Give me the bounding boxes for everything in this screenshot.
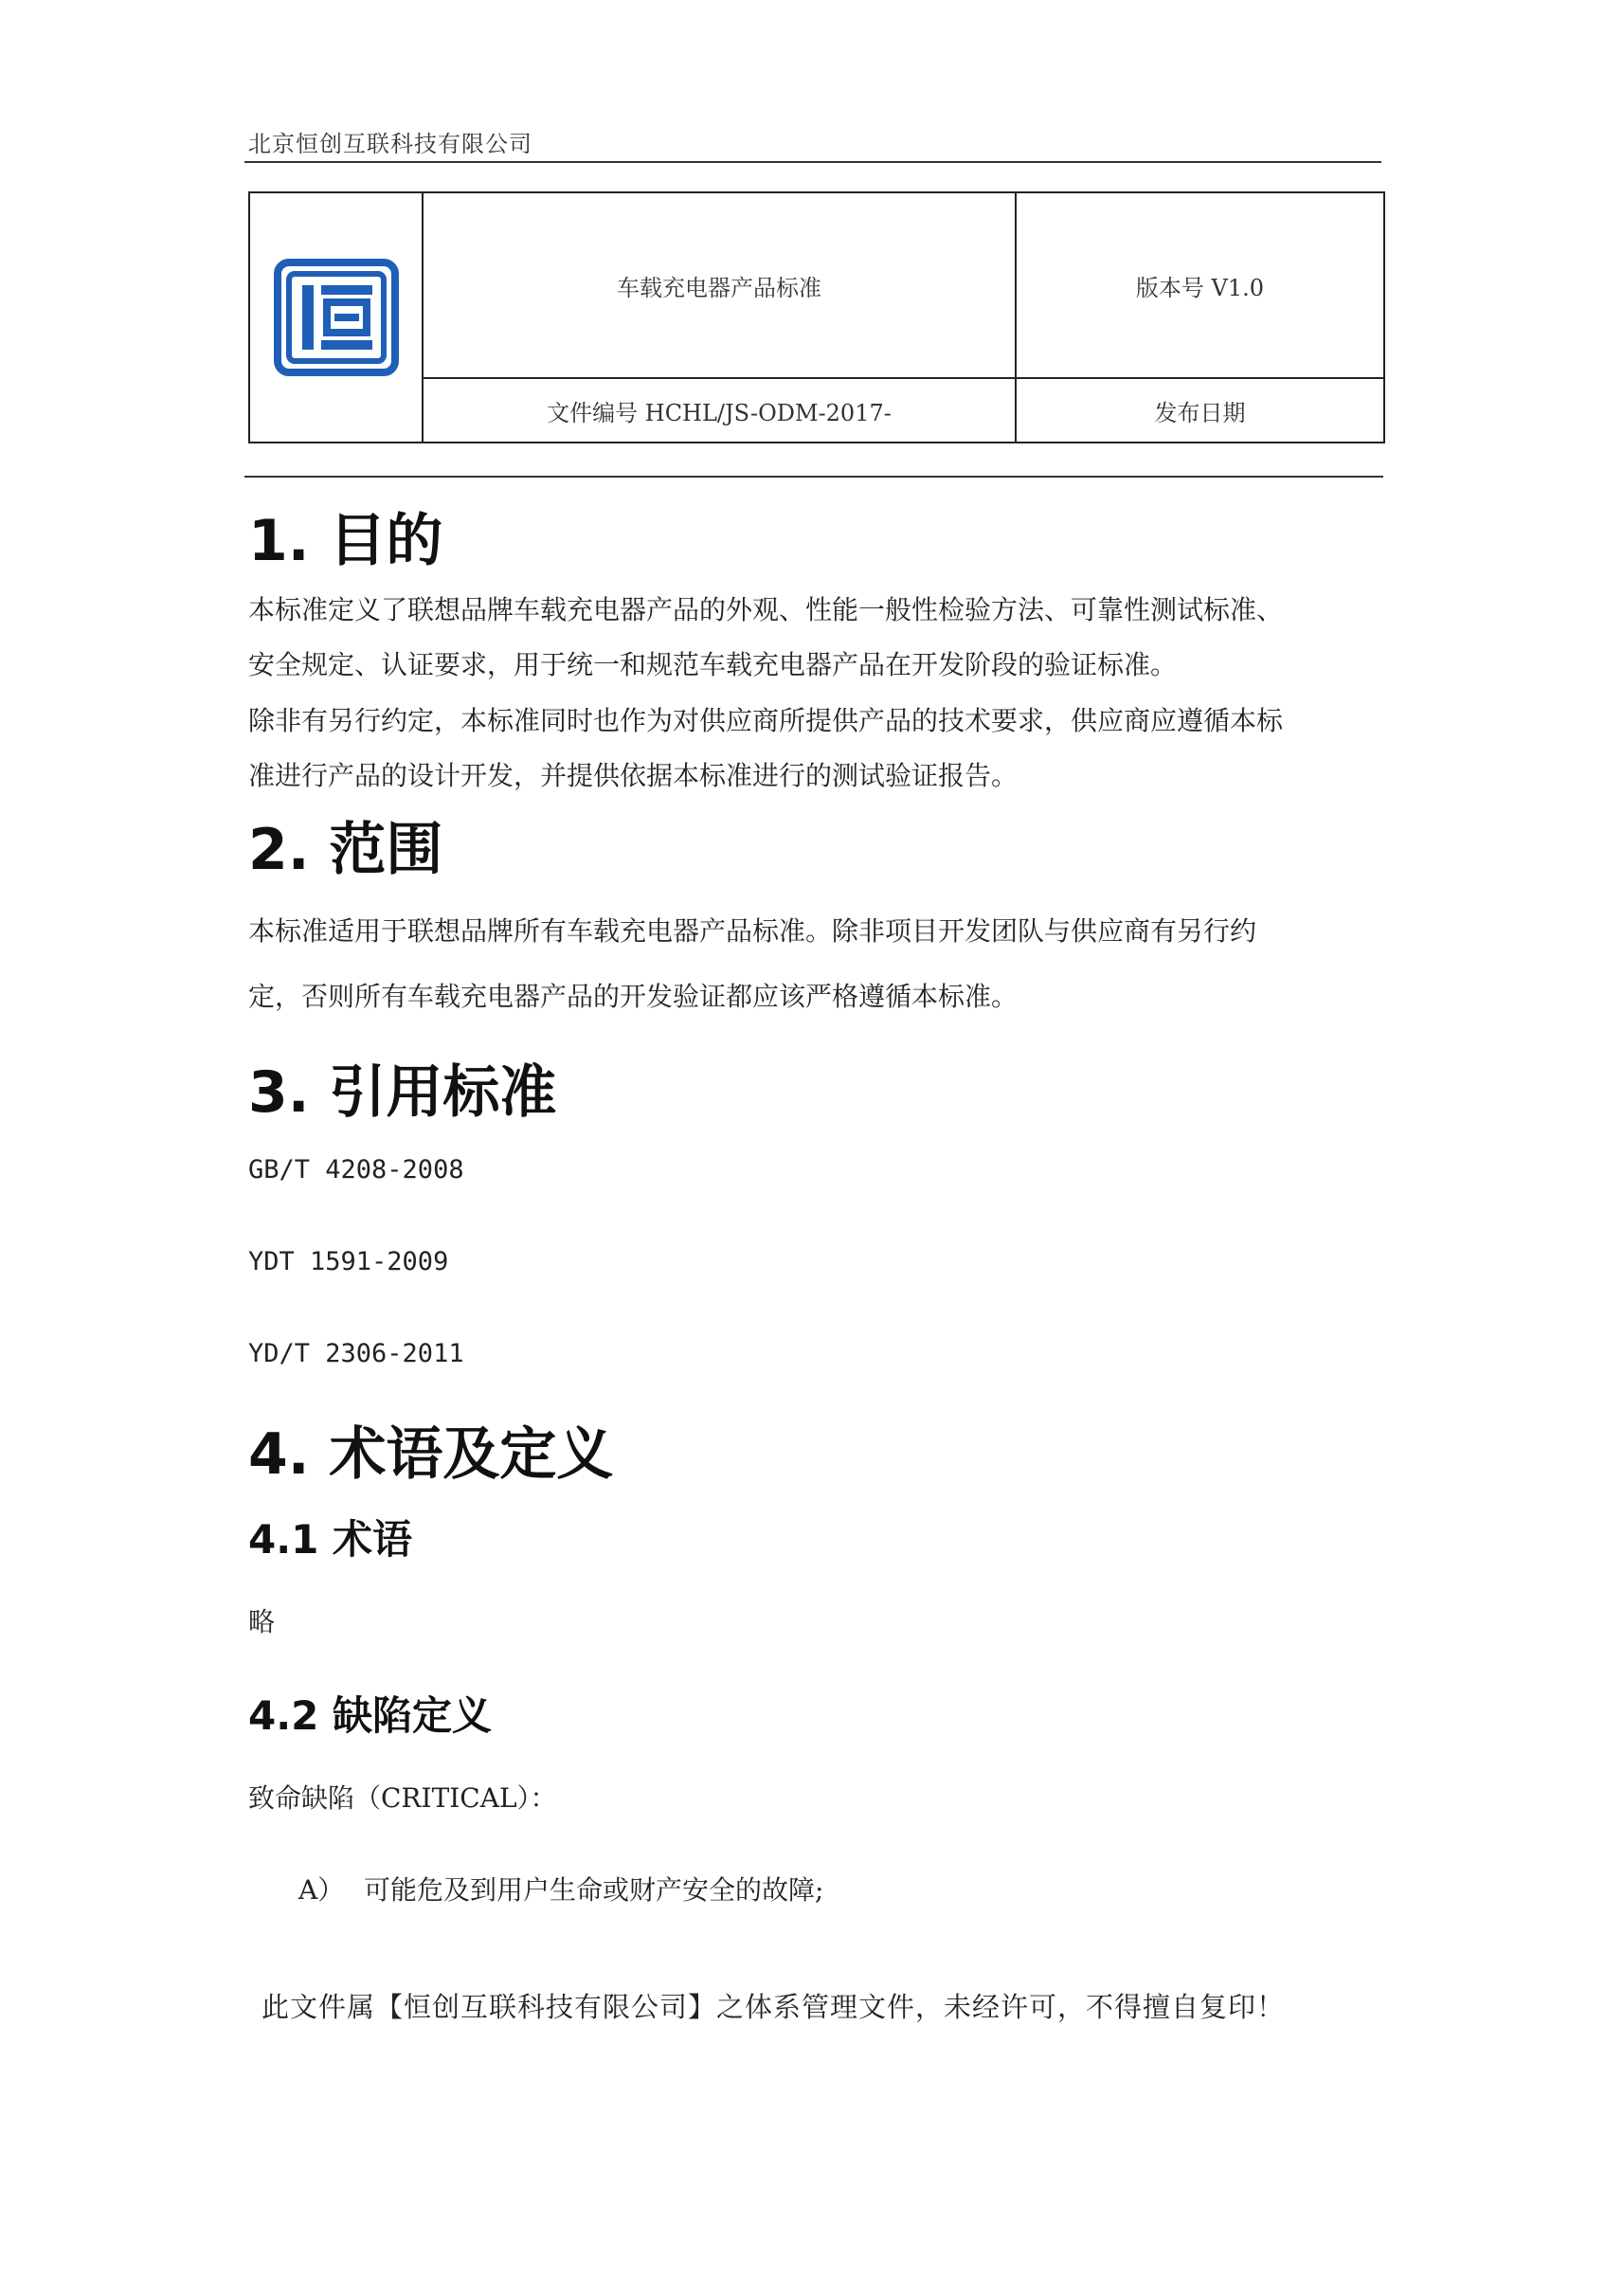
subsection-4-1-heading: 4.1 术语 bbox=[248, 1516, 413, 1563]
section-3-heading: 3. 引用标准 bbox=[248, 1059, 557, 1126]
referenced-standard: GB/T 4208-2008 bbox=[248, 1155, 464, 1184]
section-4-heading: 4. 术语及定义 bbox=[248, 1421, 614, 1488]
release-date-cell: 发布日期 bbox=[1016, 378, 1384, 443]
critical-defect-intro: 致命缺陷（CRITICAL）： bbox=[248, 1782, 557, 1814]
logo-cell bbox=[249, 192, 423, 443]
version-cell: 版本号 V1.0 bbox=[1016, 192, 1384, 378]
company-header: 北京恒创互联科技有限公司 bbox=[248, 131, 532, 157]
section-divider bbox=[244, 476, 1383, 478]
header-divider bbox=[244, 161, 1381, 163]
section-2-heading: 2. 范围 bbox=[248, 817, 443, 883]
referenced-standard: YD/T 2306-2011 bbox=[248, 1339, 464, 1368]
terms-text: 略 bbox=[248, 1606, 276, 1637]
referenced-standard: YDT 1591-2009 bbox=[248, 1247, 449, 1276]
list-item-text: 可能危及到用户生命或财产安全的故障; bbox=[364, 1874, 824, 1906]
section-1-line: 除非有另行约定，本标准同时也作为对供应商所提供产品的技术要求，供应商应遵循本标 bbox=[248, 705, 1284, 736]
section-2-line: 定，否则所有车载充电器产品的开发验证都应该严格遵循本标准。 bbox=[248, 981, 1019, 1012]
section-1-line: 准进行产品的设计开发，并提供依据本标准进行的测试验证报告。 bbox=[248, 760, 1019, 791]
doc-title-cell: 车载充电器产品标准 bbox=[423, 192, 1016, 378]
list-marker: A） bbox=[298, 1874, 345, 1906]
section-1-line: 安全规定、认证要求，用于统一和规范车载充电器产品在开发阶段的验证标准。 bbox=[248, 649, 1178, 680]
section-2-line: 本标准适用于联想品牌所有车载充电器产品标准。除非项目开发团队与供应商有另行约 bbox=[248, 915, 1257, 947]
heng-logo-icon bbox=[274, 259, 399, 376]
subsection-4-2-heading: 4.2 缺陷定义 bbox=[248, 1692, 493, 1739]
document-info-table bbox=[248, 191, 1385, 443]
file-number-cell: 文件编号 HCHL/JS-ODM-2017- bbox=[423, 378, 1016, 443]
section-1-line: 本标准定义了联想品牌车载充电器产品的外观、性能一般性检验方法、可靠性测试标准、 bbox=[248, 594, 1284, 625]
section-1-heading: 1. 目的 bbox=[248, 508, 443, 574]
footer-copyright-note: 此文件属【恒创互联科技有限公司】之体系管理文件，未经许可，不得擅自复印！ bbox=[261, 1991, 1286, 2023]
